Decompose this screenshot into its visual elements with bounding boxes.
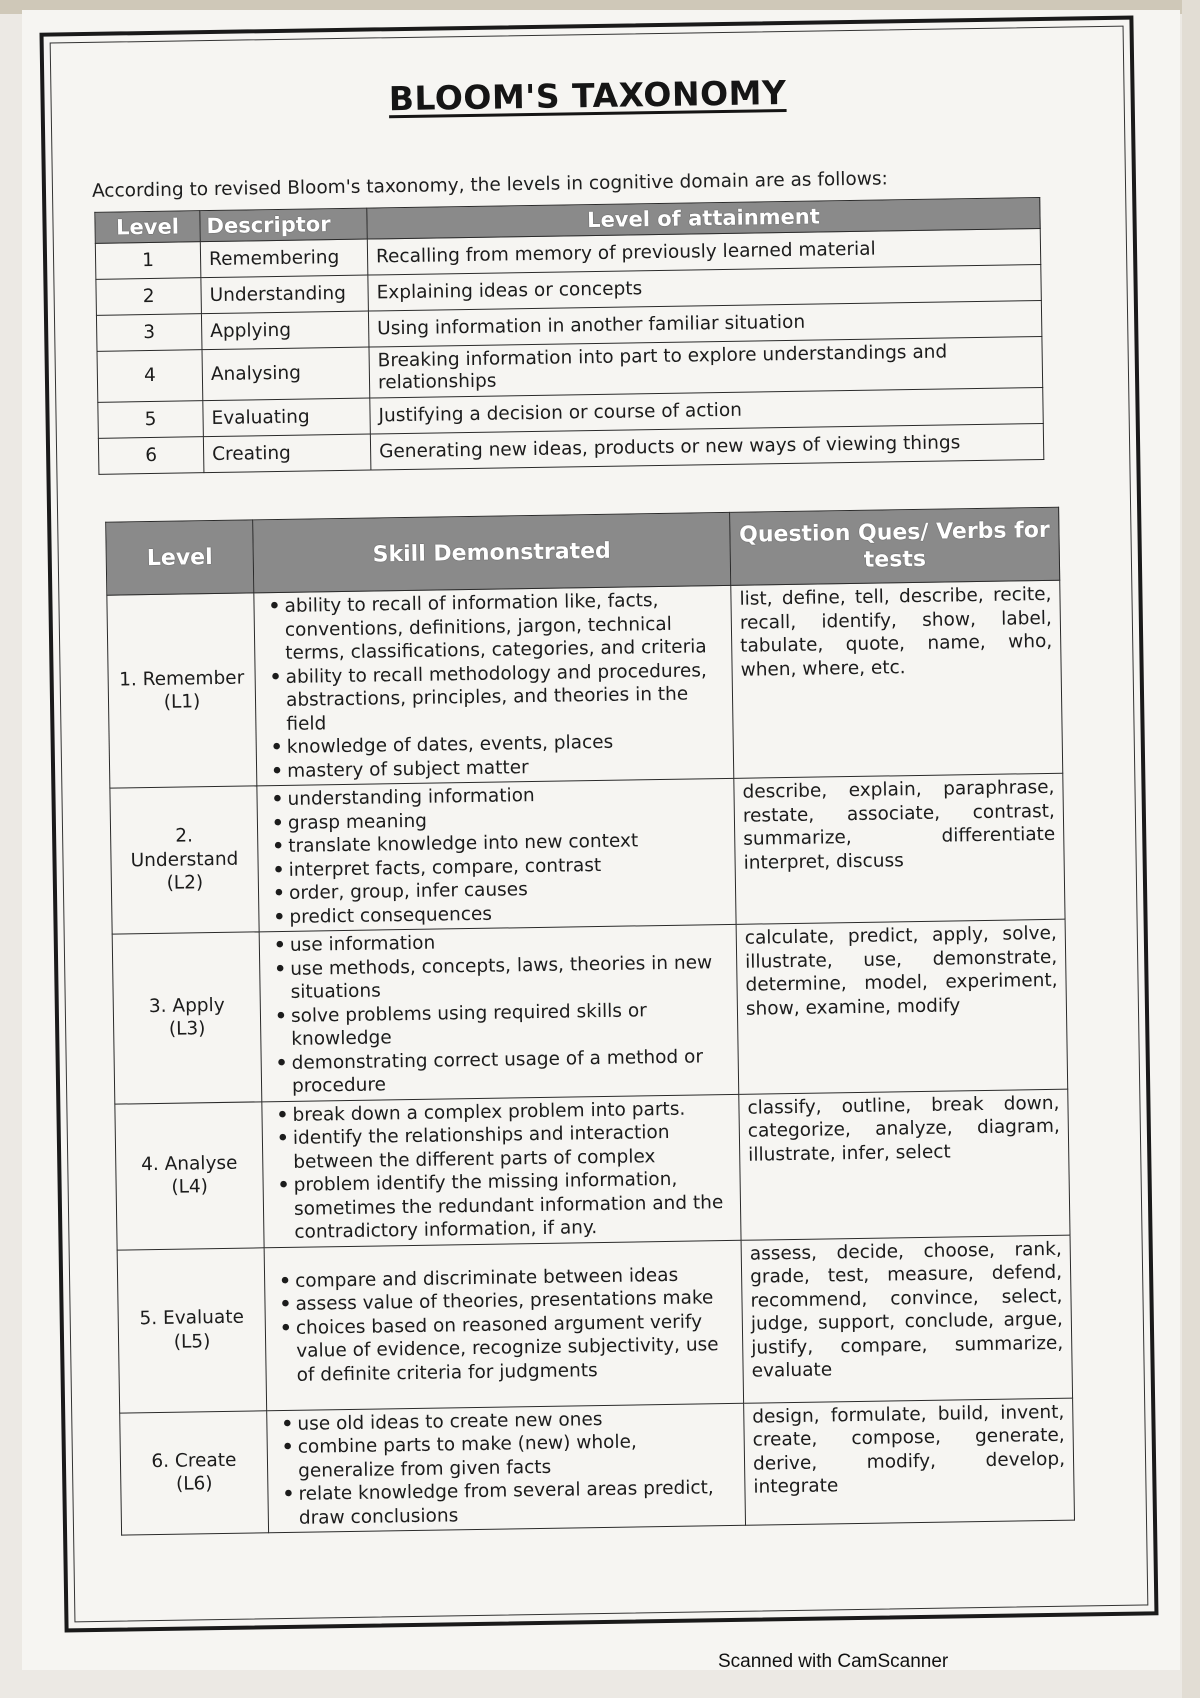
skill-item: • predict consequences — [289, 898, 727, 928]
skill-level-cell — [117, 1247, 267, 1412]
level-attainment: Recalling from memory of previously learned material — [367, 228, 1040, 275]
skill-level-code: (L1) — [163, 691, 201, 713]
level-descriptor: Evaluating — [203, 398, 371, 437]
level-attainment: Generating new ideas, products or new ways of viewing things — [370, 423, 1043, 470]
skill-item: • choices based on reasoned argument verify value of evidence, recognize subjectivity, use of definite criteria for judgments — [296, 1310, 735, 1387]
skill-level-name: 2. Understand — [130, 825, 239, 872]
document-page — [22, 10, 1180, 1670]
skills-header-level: Level — [106, 520, 254, 595]
intro-text: According to revised Bloom's taxonomy, the levels in cognitive domain are as follows: — [91, 168, 888, 202]
level-attainment: Explaining ideas or concepts — [368, 264, 1041, 311]
skill-list-cell — [262, 1094, 741, 1247]
skill-level-name: 5. Evaluate — [139, 1306, 245, 1330]
levels-header-level: Level — [95, 211, 200, 244]
skill-level-cell — [112, 932, 262, 1104]
page-title: BLOOM'S TAXONOMY — [388, 72, 787, 119]
page-border — [40, 16, 1159, 1633]
skills-header-verbs: Question Ques/ Verbs for tests — [730, 507, 1060, 585]
verbs-cell: describe, explain, paraphrase, restate, associate, contrast, summarize, differentiate interpret, discuss — [734, 773, 1065, 924]
skill-level-cell — [107, 593, 257, 788]
skill-item: • identify the relationships and interaction between the different parts of complex — [293, 1120, 732, 1174]
skill-level-code: (L6) — [175, 1473, 213, 1495]
skill-item: • ability to recall methodology and procedures, abstractions, principles, and theories in the field — [285, 659, 724, 736]
skills-row — [120, 1398, 1075, 1535]
scan-right-edge — [1182, 0, 1200, 1698]
skill-item: • relate knowledge from several areas predict, draw conclusions — [298, 1476, 737, 1530]
skill-item: • demonstrating correct usage of a method or procedure — [292, 1044, 731, 1098]
skills-row — [117, 1235, 1072, 1413]
skill-level-name: 6. Create — [151, 1449, 237, 1472]
skill-item: • translate knowledge into new context — [288, 828, 726, 858]
level-attainment: Using information in another familiar situation — [368, 300, 1041, 347]
skill-item: • grasp meaning — [288, 805, 726, 835]
skill-level-name: 4. Analyse — [140, 1152, 238, 1175]
skill-list-cell — [259, 924, 739, 1101]
skill-level-code: (L4) — [171, 1176, 209, 1198]
verbs-cell: assess, decide, choose, rank, grade, test, measure, defend, recommend, convince, select, judge, support, conclude, argue, justify, compare, summarize, evaluate — [741, 1235, 1073, 1403]
skill-level-code: (L2) — [166, 872, 204, 895]
skill-item: • ability to recall of information like, facts, conventions, definitions, jargon, technical terms, classifications, categories, and criteria — [284, 588, 723, 665]
skills-row — [110, 773, 1065, 934]
verbs-cell: list, define, tell, describe, recite, recall, identify, show, label, tabulate, quote, name, who, when, where, etc. — [731, 580, 1063, 778]
level-descriptor: Understanding — [201, 275, 369, 314]
skill-item: • problem identify the missing information, sometimes the redundant information and the contradictory information, if any. — [293, 1167, 732, 1244]
skill-level-code: (L3) — [168, 1018, 206, 1041]
verbs-cell: classify, outline, break down, categorize, analyze, diagram, illustrate, infer, select — [739, 1089, 1070, 1240]
level-descriptor: Creating — [203, 434, 371, 473]
skills-row — [112, 919, 1068, 1103]
level-descriptor: Remembering — [200, 239, 368, 278]
skill-level-cell — [115, 1101, 264, 1249]
levels-header-descriptor: Descriptor — [200, 208, 367, 242]
skill-list-cell — [257, 778, 736, 931]
skill-item: • knowledge of dates, events, places — [287, 729, 725, 759]
skill-item: • understanding information — [287, 781, 725, 811]
level-number: 4 — [97, 350, 203, 403]
skill-list-cell — [267, 1403, 746, 1533]
level-descriptor: Applying — [201, 311, 369, 350]
skill-item: • mastery of subject matter — [287, 753, 725, 783]
skill-list-cell — [264, 1240, 744, 1410]
skill-item: • interpret facts, compare, contrast — [289, 852, 727, 882]
skill-item: • compare and discriminate between ideas — [295, 1263, 733, 1293]
scanner-watermark: Scanned with CamScanner — [718, 1651, 949, 1672]
level-descriptor: Analysing — [202, 347, 370, 401]
skill-list-cell — [254, 585, 734, 785]
levels-table — [94, 197, 1044, 475]
skill-item: • use information — [290, 927, 728, 957]
skills-table — [105, 507, 1075, 1536]
skill-level-cell — [120, 1410, 269, 1535]
verbs-cell: design, formulate, build, invent, create, compose, generate, derive, modify, develop, integrate — [744, 1398, 1075, 1526]
level-number: 5 — [98, 401, 204, 439]
skill-item: • combine parts to make (new) whole, generalize from given facts — [298, 1429, 737, 1483]
skill-level-code: (L5) — [173, 1330, 211, 1353]
skill-level-name: 3. Apply — [148, 994, 225, 1017]
skills-row — [115, 1089, 1070, 1250]
level-number: 6 — [98, 437, 204, 475]
level-attainment: Breaking information into part to explore understandings and relationships — [369, 336, 1043, 398]
level-number: 1 — [95, 242, 201, 280]
skill-item: • use old ideas to create new ones — [297, 1405, 735, 1435]
skill-item: • break down a complex problem into parts. — [292, 1096, 730, 1126]
skill-level-cell — [110, 786, 259, 934]
skill-item: • use methods, concepts, laws, theories in new situations — [290, 950, 729, 1004]
skill-item: • assess value of theories, presentations make — [295, 1286, 733, 1316]
skills-row — [107, 580, 1063, 788]
verbs-cell: calculate, predict, apply, solve, illustrate, use, demonstrate, determine, model, experiment, show, examine, modify — [736, 919, 1068, 1094]
skills-header-skill: Skill Demonstrated — [253, 512, 731, 592]
level-number: 2 — [96, 278, 202, 316]
skill-item: • solve problems using required skills or knowledge — [291, 997, 730, 1051]
levels-header-attainment: Level of attainment — [367, 198, 1040, 240]
skill-level-name: 1. Remember — [118, 667, 245, 691]
level-attainment: Justifying a decision or course of action — [370, 387, 1043, 434]
skill-item: • order, group, infer causes — [289, 875, 727, 905]
level-number: 3 — [96, 314, 202, 352]
